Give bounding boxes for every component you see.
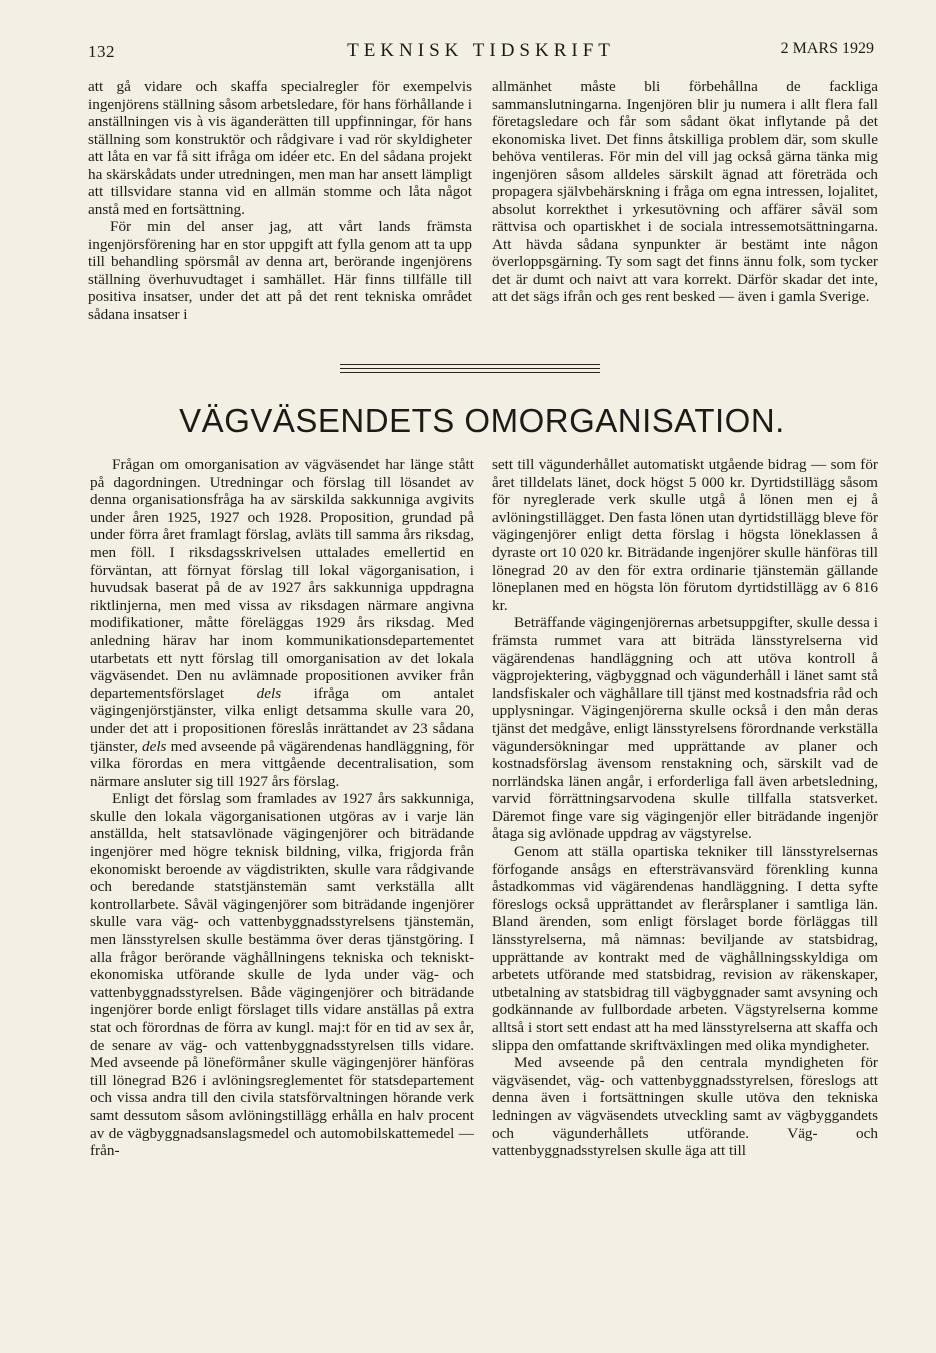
paragraph: Genom att ställa opartiska tekniker till länsstyrelsernas förfogande ansågs en eftersträvansvärd förenkling kunna åstadkommas vid vägärendenas handläggning. I detta syfte föreslogs också upprättandet av flerårsplaner i samtliga län. Bland ärenden, som enligt förslaget borde förläggas till länsstyrelserna, må nämnas: beviljande av statsbidrag, upprättande av kontrakt med de väghållningsskyldiga om arbetets utförande med statsbidrag, revision av räkenskaper, utbetalning av statsbidrag till vägbyggnader samt avsyning och godkännande av fullbordade arbeten. Vägstyrelserna komme alltså i stort sett endast att ha med länsstyrelserna att skaffa och slippa den omfattande skriftväxlingen med olika myndigheter.	[492, 843, 878, 1054]
paragraph: att gå vidare och skaffa specialregler för exempelvis ingenjörens ställning såsom arbetsledare, för hans förhållande i anställningen vis à vis äganderätten till uppfinningar, för hans ställning som konstruktör och rådgivare i vad rör skyldigheter att låta en var få sitt ifråga om idéer etc. En del sådana projekt ha skärskådats under utredningen, men man har ansett lämpligt att tillsvidare stanna vid en allmän stomme och låta något anstå med en fortsättning.	[88, 78, 472, 218]
issue-date: 2 MARS 1929	[780, 40, 874, 57]
section-divider	[340, 364, 600, 376]
running-header	[88, 38, 874, 68]
emphasis: dels	[256, 684, 282, 702]
bottom-left-column	[90, 456, 474, 1160]
paragraph: Med avseende på den centrala myndigheten för vägväsendet, väg- och vattenbyggnadsstyrelsen, föreslogs att denna även i fortsättningen skulle utöva den tekniska ledningen av vägväsendets utveckling samt av vägbyggandets och vägunderhållets utförande. Väg- och vattenbyggnadsstyrelsen skulle äga att till	[492, 1054, 878, 1160]
paragraph: Beträffande vägingenjörernas arbetsuppgifter, skulle dessa i främsta rummet vara att biträda länsstyrelserna vid vägärendenas handläggning och att utöva kontroll å vägprojektering, vägbyggnad och vägunderhåll i länet samt stå landsfiskaler och väghållare till tjänst med kostnadsfria råd och upplysningar. Vägingenjörerna skulle också i den mån deras tjänst det medgåve, enligt länsstyrelsens förordnande verkställa vägundersökningar med upprättande av planer och kostnadsförslag ävensom renstakning och, särskilt vad de norrländska länen angår, i erforderliga fall även arbetsledning, varvid förrättningsarvodena skulle tillfalla statsverket. Däremot finge vare sig vägingenjör eller biträdande ingenjör åtaga sig avlönade uppdrag av vägstyrelse.	[492, 614, 878, 843]
top-right-column	[492, 78, 878, 306]
emphasis: dels	[142, 737, 167, 755]
bottom-right-column	[492, 456, 878, 1160]
paragraph: Enligt det förslag som framlades av 1927 års sakkunniga, skulle den lokala vägorganisationen utgöras av i varje län anställda, helt statsavlönade vägingenjörer och biträdande ingenjörer med högre teknisk bildning, vilka, frigjorda från ekonomiskt beroende av vägdistrikten, skulle vara rådgivande och beredande statstjänstemän samt verkställa allt kontrollarbete. Såväl vägingenjörer som biträdande ingenjörer skulle vara väg- och vattenbyggnadsstyrelsens tjänstemän, men länsstyrelsen skulle bestämma över deras tjänstgöring. I alla frågor berörande väghållningens tekniska och tekniskt-ekonomiska utförande skulle de lyda under väg- och vattenbyggnadsstyrelsen. Både vägingenjörer och biträdande ingenjörer borde enligt förslaget tills vidare anställas på extra stat och förordnas de förra av kungl. maj:t för en tid av sex år, de senare av väg- och vattenbyggnadsstyrelsen tills vidare. Med avseende på löneförmåner skulle vägingenjörer hänföras till lönegrad B26 i avlöningsreglementet för statsdepartement och vissa andra till den civila statsförvaltningen hörande verk samt dessutom såsom avlöningstillägg erhålla en halv procent av de vägbyggnadsanslagsmedel och automobilskattemedel — från-	[90, 790, 474, 1160]
journal-title: TEKNISK TIDSKRIFT	[347, 40, 615, 61]
top-left-column	[88, 78, 472, 323]
paragraph: allmänhet måste bli förbehållna de fackliga sammanslutningarna. Ingenjören blir ju numera i allt flera fall företagsledare och får som sådant ökat inflytande på det ekonomiska livet. Det finns åtskilliga problem där, som skulle behöva ventileras. För min del vill jag också gärna tänka mig ingenjören såsom alldeles särskilt ägnad att företräda och propagera självbehärskning i fråga om egna intressen, lojalitet, absolut korrekthet i yrkesutövning och affärer såväl som rättvisa och opartiskhet i de sociala intressemotsättningarna. Att hävda sådana synpunkter är bestämt inte någon överloppsgärning. Ty som sagt det finns ännu folk, som tycker det är dumt och naivt att vara korrekt. Därför skadar det inte, att det sägs ifrån och ges rent besked — även i gamla Sverige.	[492, 78, 878, 305]
page-number: 132	[88, 42, 115, 61]
article-title: VÄGVÄSENDETS OMORGANISATION.	[179, 402, 785, 439]
paragraph: Frågan om omorganisation av vägväsendet har länge stått på dagordningen. Utredningar och förslag till lösandet av denna organisationsfråga ha av särskilda sakkunniga avgivits under åren 1925, 1927 och 1928. Proposition, grundad på under förra året framlagt förslag, avläts till samma års riksdag, men föll. I riksdagsskrivelsen uttalades emellertid en förväntan, att förnyat förslag till lokal vägorganisation, i huvudsak baserat på de av 1927 års sakkunniga uppdragna riktlinjerna, men med vissa av riksdagen närmare angivna modifikationer, måtte föreläggas 1929 års riksdag. Med anledning härav har inom kommunikationsdepartementet utarbetats ett nytt förslag till omorganisation av det lokala vägväsendet. Den nu avlämnade propositionen avviker från departementsförslaget dels ifråga om antalet vägingenjörstjänster, vilka enligt detsamma skulle vara 20, under det att i propositionen föreslås inrättandet av 23 sådana tjänster, dels med avseende på vägärendenas handläggning, för vilka förordas en mera vittgående decentralisation, som närmare ansluter sig till 1927 års förslag.	[90, 456, 475, 790]
paragraph: För min del anser jag, att vårt lands främsta ingenjörsförening har en stor uppgift att fylla genom att ta upp till behandling spörsmål av denna art, berörande ingenjörens ställning överhuvudtaget i samhället. Här finns tillfälle till positiva insatser, under det att på det rent tekniska området sådana insatser i	[88, 218, 472, 323]
paragraph: sett till vägunderhållet automatiskt utgående bidrag — som för året tilldelats länet, dock högst 5 000 kr. Dyrtidstillägg såsom för nyreglerade verk skulle utgå å lönen men ej å avlöningstillägget. Den fasta lönen utan dyrtidstillägg bleve för vägingenjörer enligt detta förslag i högsta löneklassen å dyraste ort 10 020 kr. Biträdande ingenjörer skulle hänföras till lönegrad 20 av den för extra ordinarie tjänstemän gällande löneplanen med en högsta lön förutom dyrtidstillägg av 6 816 kr.	[492, 456, 878, 614]
